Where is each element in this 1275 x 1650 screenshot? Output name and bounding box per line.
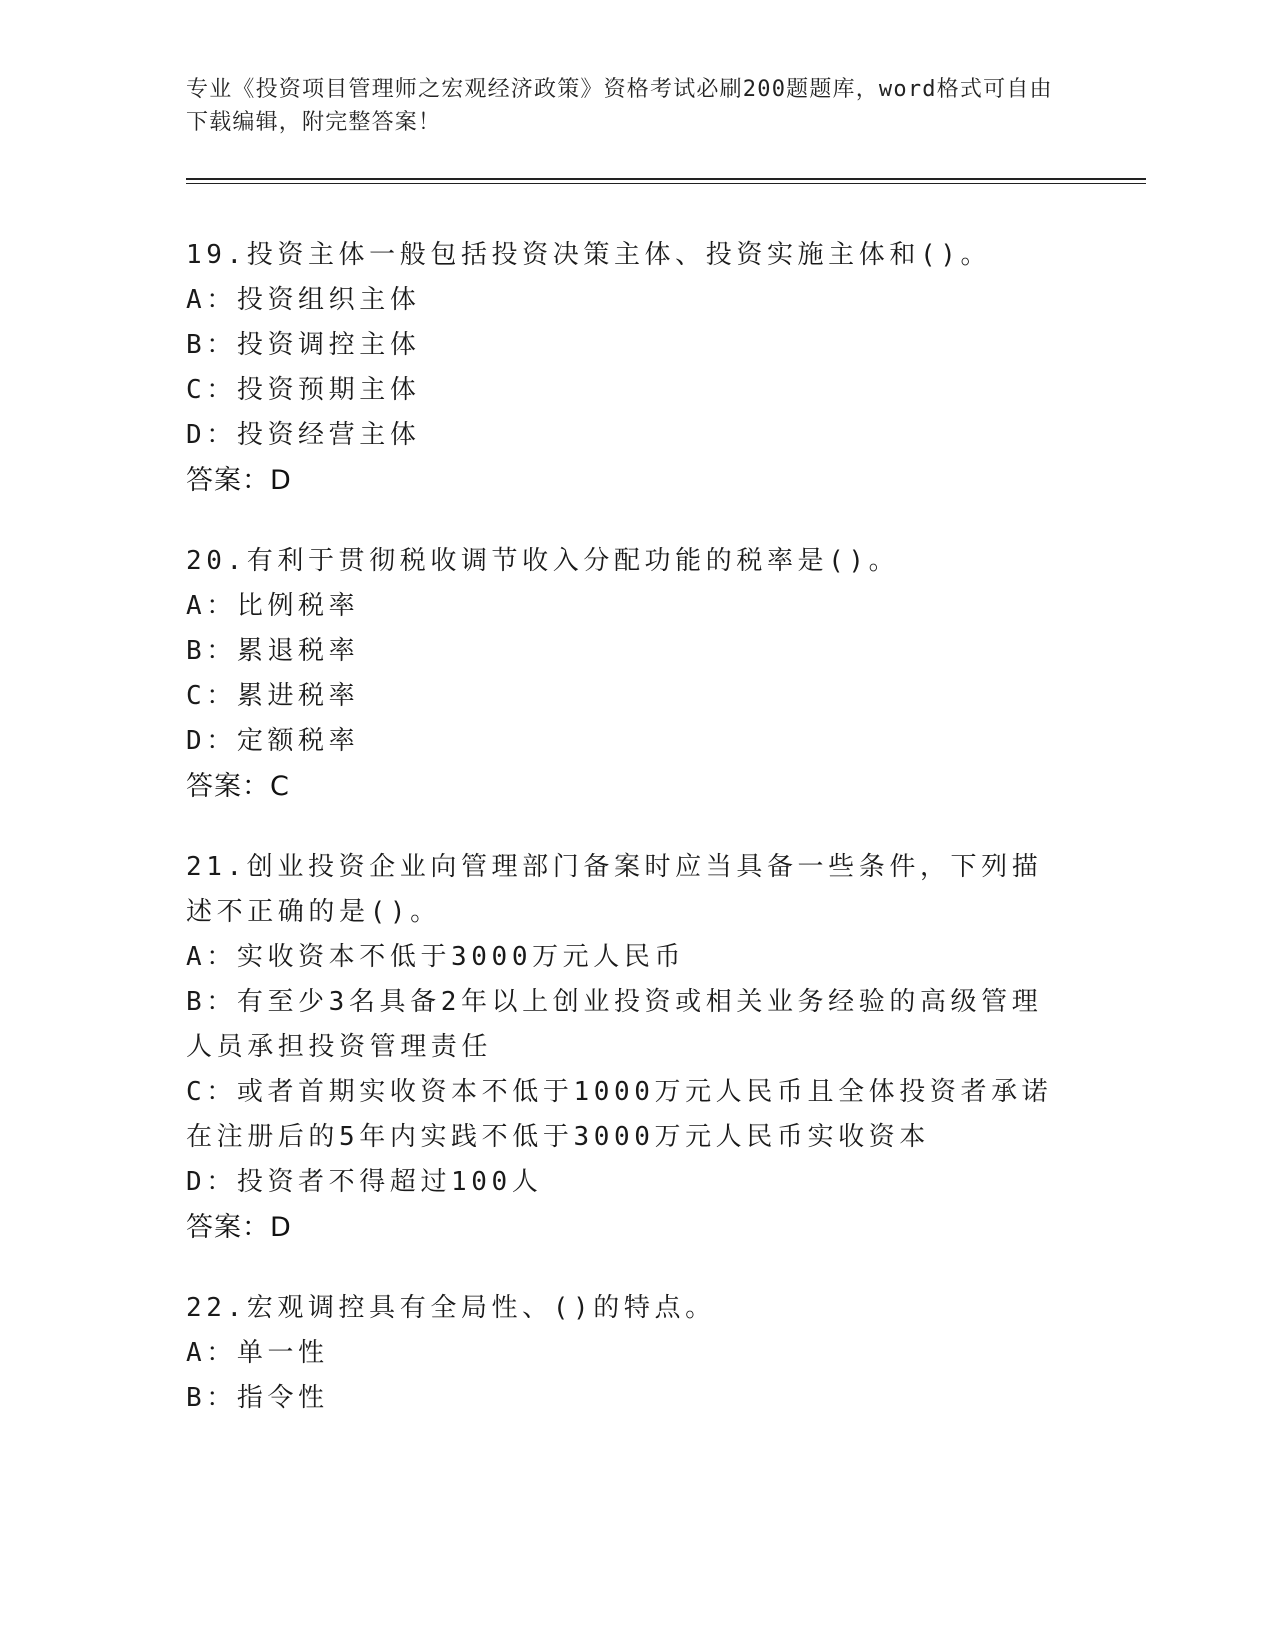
- answer-line: 答案：C: [186, 771, 290, 802]
- question-stem: 19.投资主体一般包括投资决策主体、投资实施主体和()。: [186, 240, 992, 270]
- question-22: [186, 1286, 1066, 1421]
- option-d: D：定额税率: [186, 726, 360, 756]
- option-d: D：投资经营主体: [186, 420, 421, 450]
- option-c: C：累进税率: [186, 681, 360, 711]
- answer-line: 答案：D: [186, 465, 292, 496]
- header-divider-secondary: [186, 183, 1146, 184]
- question-stem: 20.有利于贯彻税收调节收入分配功能的税率是()。: [186, 546, 900, 576]
- question-list: [186, 233, 1066, 1457]
- question-stem: 22.宏观调控具有全局性、()的特点。: [186, 1293, 716, 1323]
- option-b: B：投资调控主体: [186, 330, 421, 360]
- option-a: A：实收资本不低于3000万元人民币: [186, 942, 686, 972]
- option-a: A：比例税率: [186, 591, 360, 621]
- answer-line: 答案：D: [186, 1212, 292, 1243]
- option-b: B：有至少3名具备2年以上创业投资或相关业务经验的高级管理人员承担投资管理责任: [186, 987, 1043, 1062]
- document-intro: 专业《投资项目管理师之宏观经济政策》资格考试必刷200题题库，word格式可自由下载编辑，附完整答案！: [186, 77, 1053, 135]
- question-21: [186, 845, 1066, 1250]
- option-b: B：指令性: [186, 1383, 329, 1413]
- question-stem: 21.创业投资企业向管理部门备案时应当具备一些条件，下列描述不正确的是()。: [186, 852, 1043, 927]
- option-c: C：或者首期实收资本不低于1000万元人民币且全体投资者承诺在注册后的5年内实践不低于3000万元人民币实收资本: [186, 1077, 1053, 1152]
- question-20: [186, 539, 1066, 809]
- option-d: D：投资者不得超过100人: [186, 1167, 543, 1197]
- question-19: [186, 233, 1066, 503]
- header-divider: [186, 178, 1146, 180]
- option-a: A：单一性: [186, 1338, 329, 1368]
- option-c: C：投资预期主体: [186, 375, 421, 405]
- option-a: A：投资组织主体: [186, 285, 421, 315]
- option-b: B：累退税率: [186, 636, 360, 666]
